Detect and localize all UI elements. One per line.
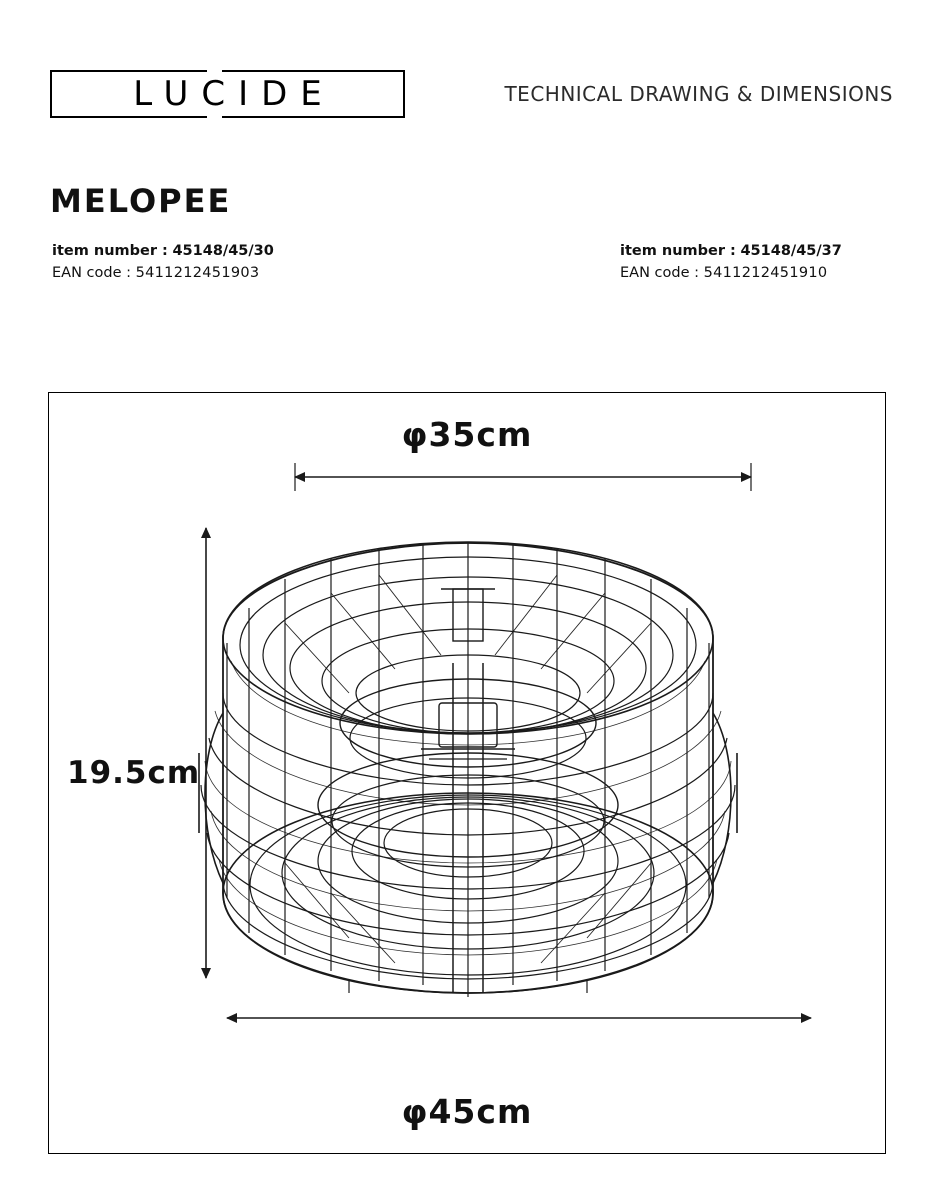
item-number-label-right: item number :: [620, 243, 736, 259]
item-number-label-left: item number :: [52, 243, 168, 259]
dimension-line-top: [295, 463, 751, 491]
ean-value-right: 5411212451910: [703, 265, 828, 281]
dimension-label-diameter-top: φ35cm: [401, 415, 533, 454]
dimension-label-height: 19.5cm: [67, 755, 201, 791]
document-type-title: TECHNICAL DRAWING & DIMENSIONS: [504, 82, 893, 106]
lamp-body: [199, 542, 737, 997]
brand-logo-text: LUCIDE: [133, 74, 335, 114]
item-number-value-right: 45148/45/37: [740, 243, 842, 259]
variant-info-right: [620, 240, 842, 284]
item-number-row-right: [620, 240, 842, 262]
page-title: MELOPEE: [50, 182, 232, 220]
ean-row-left: [52, 262, 274, 284]
lamp-technical-drawing: [49, 393, 887, 1155]
variant-info-left: [52, 240, 274, 284]
ean-label-left: EAN code :: [52, 265, 131, 281]
ean-label-right: EAN code :: [620, 265, 699, 281]
item-number-value-left: 45148/45/30: [172, 243, 274, 259]
item-number-row-left: [52, 240, 274, 262]
ean-row-right: [620, 262, 842, 284]
technical-drawing-frame: [48, 392, 886, 1154]
page-header: [50, 70, 893, 126]
ean-value-left: 5411212451903: [135, 265, 260, 281]
dimension-label-diameter-bottom: φ45cm: [401, 1092, 533, 1131]
